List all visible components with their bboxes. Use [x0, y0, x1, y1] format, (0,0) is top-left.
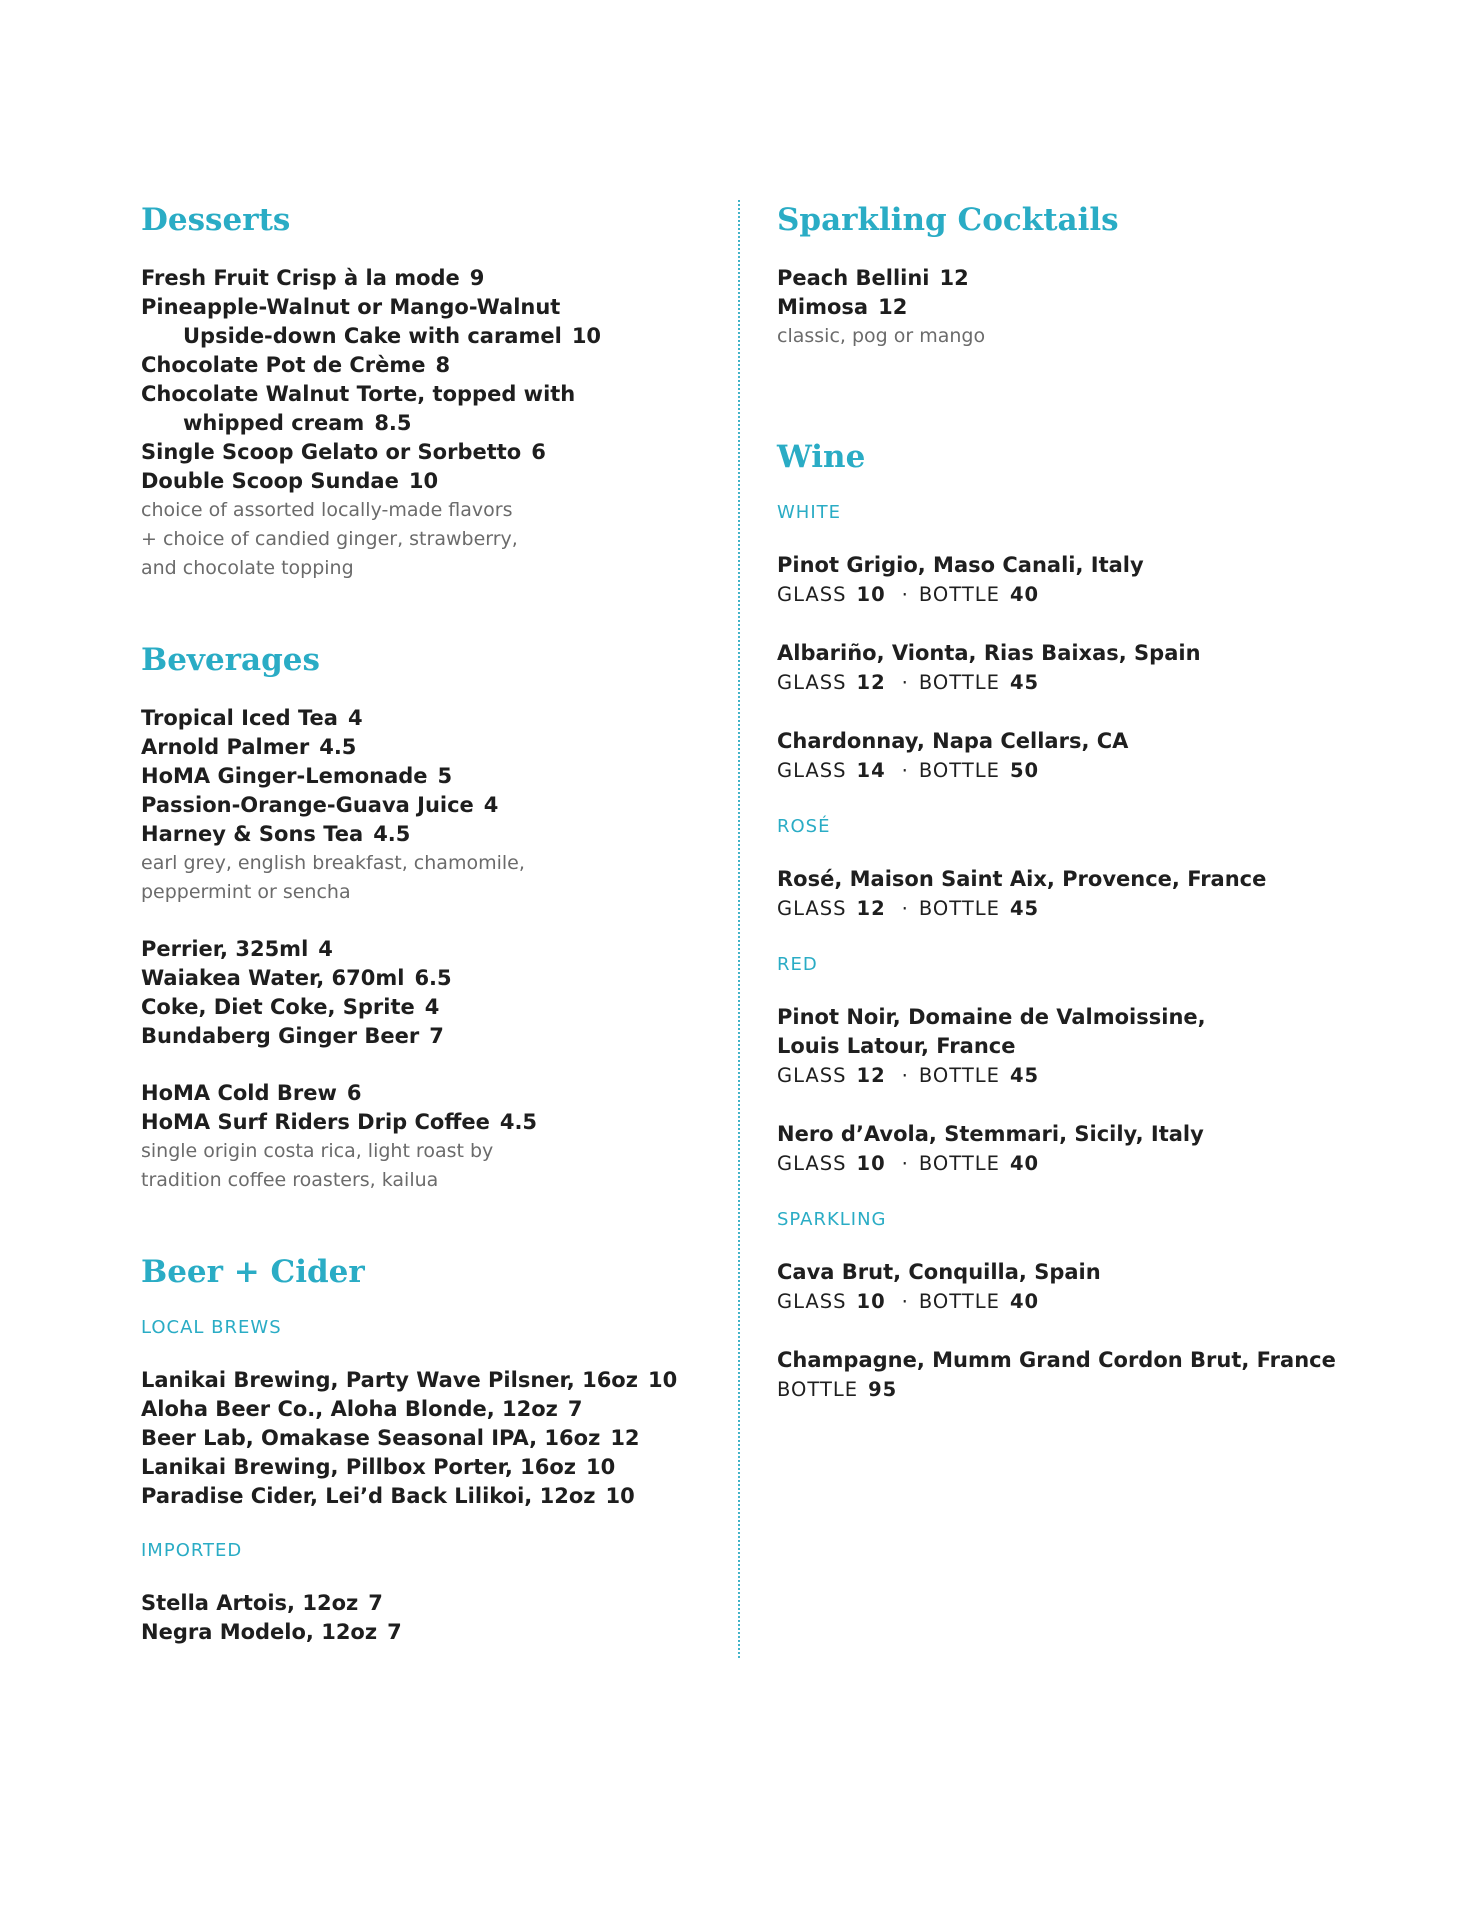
dessert-item: Pineapple-Walnut or Mango-Walnut Upside-down Cake with caramel 10 — [141, 295, 602, 348]
desserts-title: Desserts — [141, 202, 291, 238]
beer-item: Beer Lab, Omakase Seasonal IPA, 16oz 12 — [141, 1426, 640, 1450]
beverage-item: HoMA Ginger-Lemonade 5 — [141, 764, 453, 788]
sparkling-label: SPARKLING — [777, 1209, 887, 1230]
beverage-item: Passion-Orange-Guava Juice 4 — [141, 793, 499, 817]
wine-item: Nero d’Avola, Stemmari, Sicily, Italy GLASS 10 · BOTTLE 40 — [777, 1122, 1204, 1175]
coffee-note: tradition coffee roasters, kailua — [141, 1169, 439, 1191]
imported-label: IMPORTED — [141, 1540, 243, 1561]
beer-item: Lanikai Brewing, Party Wave Pilsner, 16oz 10 — [141, 1368, 678, 1392]
tea-note: peppermint or sencha — [141, 881, 351, 903]
wine-title: Wine — [777, 439, 866, 475]
beverage-item: Perrier, 325ml 4 — [141, 937, 333, 961]
beverages-title: Beverages — [141, 642, 320, 678]
dessert-note: + choice of candied ginger, strawberry, — [141, 528, 518, 550]
beverage-item: Arnold Palmer 4.5 — [141, 735, 357, 759]
wine-item: Pinot Noir, Domaine de Valmoissine, Louis Latour, France GLASS 12 · BOTTLE 45 — [777, 1005, 1206, 1087]
column-divider — [738, 200, 740, 1658]
beverage-item: Tropical Iced Tea 4 — [141, 706, 363, 730]
beer-title: Beer + Cider — [141, 1254, 365, 1290]
beverage-item: HoMA Surf Riders Drip Coffee 4.5 — [141, 1110, 538, 1134]
wine-item: Champagne, Mumm Grand Cordon Brut, France BOTTLE 95 — [777, 1348, 1336, 1401]
mimosa-note: classic, pog or mango — [777, 325, 986, 347]
dessert-note: and chocolate topping — [141, 557, 354, 579]
wine-item: Cava Brut, Conquilla, Spain GLASS 10 · BOTTLE 40 — [777, 1260, 1101, 1313]
cocktail-item: Mimosa 12 — [777, 295, 908, 319]
tea-note: earl grey, english breakfast, chamomile, — [141, 852, 525, 874]
beverage-item: Harney & Sons Tea 4.5 — [141, 822, 411, 846]
beer-item: Negra Modelo, 12oz 7 — [141, 1620, 402, 1644]
coffee-note: single origin costa rica, light roast by — [141, 1140, 494, 1162]
beer-item: Lanikai Brewing, Pillbox Porter, 16oz 10 — [141, 1455, 616, 1479]
cocktail-item: Peach Bellini 12 — [777, 266, 969, 290]
dessert-note: choice of assorted locally-made flavors — [141, 499, 513, 521]
dessert-item: Chocolate Pot de Crème 8 — [141, 353, 451, 377]
rose-label: ROSÉ — [777, 816, 831, 837]
white-label: WHITE — [777, 502, 842, 523]
beverage-item: Coke, Diet Coke, Sprite 4 — [141, 995, 440, 1019]
wine-item: Albariño, Vionta, Rias Baixas, Spain GLASS 12 · BOTTLE 45 — [777, 641, 1201, 694]
wine-item: Chardonnay, Napa Cellars, CA GLASS 14 · BOTTLE 50 — [777, 729, 1129, 782]
left-column — [141, 200, 701, 1647]
beer-item: Stella Artois, 12oz 7 — [141, 1591, 383, 1615]
beverage-item: Bundaberg Ginger Beer 7 — [141, 1024, 444, 1048]
dessert-item: Chocolate Walnut Torte, topped with whipped cream 8.5 — [141, 382, 576, 435]
dessert-item: Double Scoop Sundae 10 — [141, 469, 439, 493]
beer-item: Aloha Beer Co., Aloha Blonde, 12oz 7 — [141, 1397, 583, 1421]
right-column — [777, 200, 1417, 1434]
dessert-item: Fresh Fruit Crisp à la mode 9 — [141, 266, 485, 290]
wine-item: Rosé, Maison Saint Aix, Provence, France GLASS 12 · BOTTLE 45 — [777, 867, 1267, 920]
beer-item: Paradise Cider, Lei’d Back Lilikoi, 12oz 10 — [141, 1484, 635, 1508]
dessert-item: Single Scoop Gelato or Sorbetto 6 — [141, 440, 546, 464]
beverage-item: HoMA Cold Brew 6 — [141, 1081, 362, 1105]
sparkling-cocktails-title: Sparkling Cocktails — [777, 202, 1119, 238]
wine-item: Pinot Grigio, Maso Canali, Italy GLASS 10 · BOTTLE 40 — [777, 553, 1144, 606]
local-brews-label: LOCAL BREWS — [141, 1317, 282, 1338]
red-label: RED — [777, 954, 818, 975]
beverage-item: Waiakea Water, 670ml 6.5 — [141, 966, 452, 990]
